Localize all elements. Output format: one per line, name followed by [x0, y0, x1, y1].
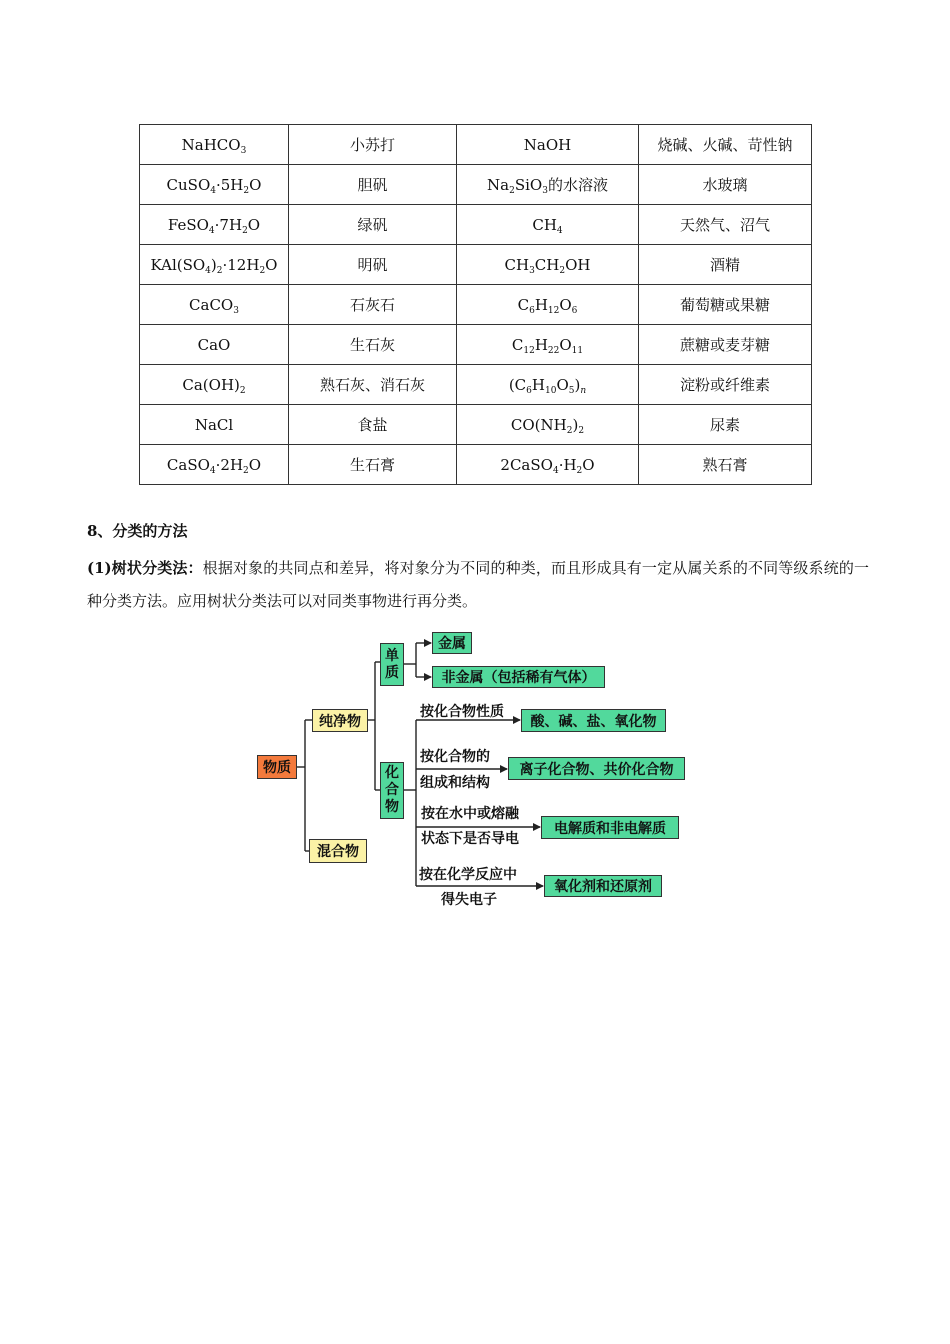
subscript: 2 [566, 425, 573, 436]
box-redox-agent: 氧化剂和还原剂 [544, 875, 662, 897]
subscript: 3 [233, 305, 239, 316]
cell-text: 熟石膏 [702, 456, 748, 474]
cell-text: 葡萄糖或果糖 [679, 296, 770, 314]
box-pure-substance: 纯净物 [312, 709, 368, 732]
cell-text: 烧碱、火碱、苛性钠 [657, 136, 793, 154]
cell-text: CH [532, 215, 557, 234]
subscript: 2 [559, 265, 566, 276]
box-mixture: 混合物 [309, 839, 367, 863]
cell-text: CH [534, 255, 560, 274]
subscript: 11 [571, 345, 584, 356]
cell-text: CaSO [166, 455, 210, 474]
cell-text: 生石膏 [349, 456, 395, 474]
section-heading: 8、分类的方法 [87, 522, 188, 540]
cell-text: 生石灰 [349, 336, 395, 354]
cell-text: CH [504, 255, 530, 274]
cell-text: ) [574, 375, 581, 394]
element-char-1: 单 [385, 647, 399, 664]
cell-text: O [559, 295, 572, 314]
subscript: 4 [556, 225, 563, 236]
box-ionic-covalent: 离子化合物、共价化合物 [508, 757, 685, 780]
cell-text: 食盐 [357, 416, 388, 434]
cell-text: 绿矾 [357, 216, 388, 234]
cell-text: CaCO [189, 295, 234, 314]
box-nonmetal: 非金属（包括稀有气体） [432, 666, 605, 688]
subscript: 2 [243, 185, 250, 196]
box-electrolyte: 电解质和非电解质 [541, 816, 679, 839]
cell-text: ) [210, 255, 217, 274]
cell-text: ·12H [222, 255, 260, 274]
criterion-label-electron-1: 按在化学反应中 [419, 867, 517, 883]
criterion-label-structure-2: 组成和结构 [420, 775, 490, 791]
cell-text: 尿素 [709, 416, 740, 434]
criterion-label-electron-2: 得失电子 [441, 892, 497, 908]
cell-text: 淀粉或纤维素 [679, 376, 770, 394]
paragraph-lead: (1)树状分类法： [87, 559, 203, 577]
subscript: 3 [240, 145, 247, 156]
cell-text: C [511, 335, 524, 354]
cell-text: ·5H [216, 175, 244, 194]
criterion-label-structure-1: 按化合物的 [420, 749, 490, 765]
element-char-2: 质 [385, 664, 399, 681]
subscript: 4 [209, 465, 216, 476]
cell-text: 熟石灰、消石灰 [319, 376, 425, 394]
cell-text: H [534, 335, 548, 354]
compound-char-2: 合 [385, 782, 399, 798]
subscript: 2 [239, 385, 246, 396]
cell-text: O [248, 455, 262, 474]
cell-text: NaCl [194, 415, 234, 434]
cell-text: 2CaSO [500, 455, 553, 474]
cell-text: Ca(OH) [182, 375, 240, 394]
subscript: 2 [509, 186, 515, 196]
subscript: 12 [523, 345, 535, 356]
subscript: 3 [542, 186, 548, 196]
criterion-label-conductivity-2: 状态下是否导电 [421, 831, 519, 847]
cell-text: FeSO [167, 215, 209, 234]
cell-text: H [534, 295, 548, 314]
compound-char-3: 物 [385, 799, 399, 815]
subscript: 6 [526, 385, 532, 396]
box-element [380, 643, 404, 686]
box-metal: 金属 [432, 632, 472, 654]
cell-text: 小苏打 [349, 136, 395, 154]
cell-text: SiO [514, 176, 543, 194]
cell-text: NaHCO [181, 135, 241, 154]
subscript: 22 [547, 345, 560, 356]
cell-text: CO(NH [510, 415, 567, 434]
root-box-matter: 物质 [257, 755, 297, 779]
cell-text: O [249, 175, 262, 194]
cell-text: 水玻璃 [702, 176, 748, 194]
cell-text: O [559, 335, 572, 354]
cell-text: O [556, 375, 569, 394]
cell-text: ·H [558, 455, 577, 474]
subscript: 2 [216, 265, 223, 276]
cell-text: NaOH [523, 135, 572, 154]
cell-text: ·7H [214, 215, 243, 234]
cell-text: Na [487, 176, 510, 194]
subscript: 2 [243, 465, 249, 476]
cell-text: C [517, 295, 530, 314]
subscript: 3 [529, 265, 535, 276]
paragraph-body: 根据对象的共同点和差异，将对象分为不同的种类，而且形成具有一定从属关系的不同等级系统的一种分类方法。应用树状分类法可以对同类事物进行再分类。 [87, 559, 869, 610]
cell-text: 胆矾 [357, 176, 388, 194]
subscript: 2 [576, 465, 583, 476]
cell-text: CuSO [166, 175, 211, 194]
subscript: 4 [552, 465, 559, 476]
cell-text: CaO [197, 335, 231, 354]
subscript: 4 [210, 185, 216, 196]
subscript: 2 [259, 265, 266, 276]
box-acid-base-salt-oxide: 酸、碱、盐、氧化物 [521, 709, 666, 732]
cell-text: ·2H [215, 455, 244, 474]
criterion-label-conductivity-1: 按在水中或熔融 [421, 806, 519, 822]
cell-text: 蔗糖或麦芽糖 [679, 336, 770, 354]
subscript: 5 [568, 385, 575, 396]
cell-text: (C [508, 375, 527, 394]
cell-text: H [531, 375, 545, 394]
cell-text: OH [565, 255, 591, 274]
subscript: 6 [529, 305, 535, 316]
subscript: 12 [547, 305, 560, 316]
subscript: 2 [578, 425, 585, 436]
subscript: 2 [242, 225, 248, 236]
cell-text: 的水溶液 [547, 176, 608, 194]
cell-text: 酒精 [709, 256, 740, 274]
cell-text: 明矾 [357, 256, 388, 274]
cell-text: KAl(SO [150, 255, 206, 274]
box-compound [380, 762, 404, 819]
cell-text: 石灰石 [349, 296, 395, 314]
subscript: 10 [545, 385, 557, 396]
subscript: 6 [571, 305, 578, 316]
cell-text: 天然气、沼气 [679, 216, 770, 234]
cell-text: ) [572, 415, 579, 434]
cell-text: O [247, 215, 261, 234]
subscript: n [580, 385, 587, 396]
criterion-label-property: 按化合物性质 [420, 704, 504, 720]
compound-char-1: 化 [385, 765, 399, 781]
cell-text: O [582, 455, 595, 474]
cell-text: O [265, 255, 278, 274]
subscript: 4 [208, 225, 215, 236]
subscript: 4 [205, 265, 211, 276]
